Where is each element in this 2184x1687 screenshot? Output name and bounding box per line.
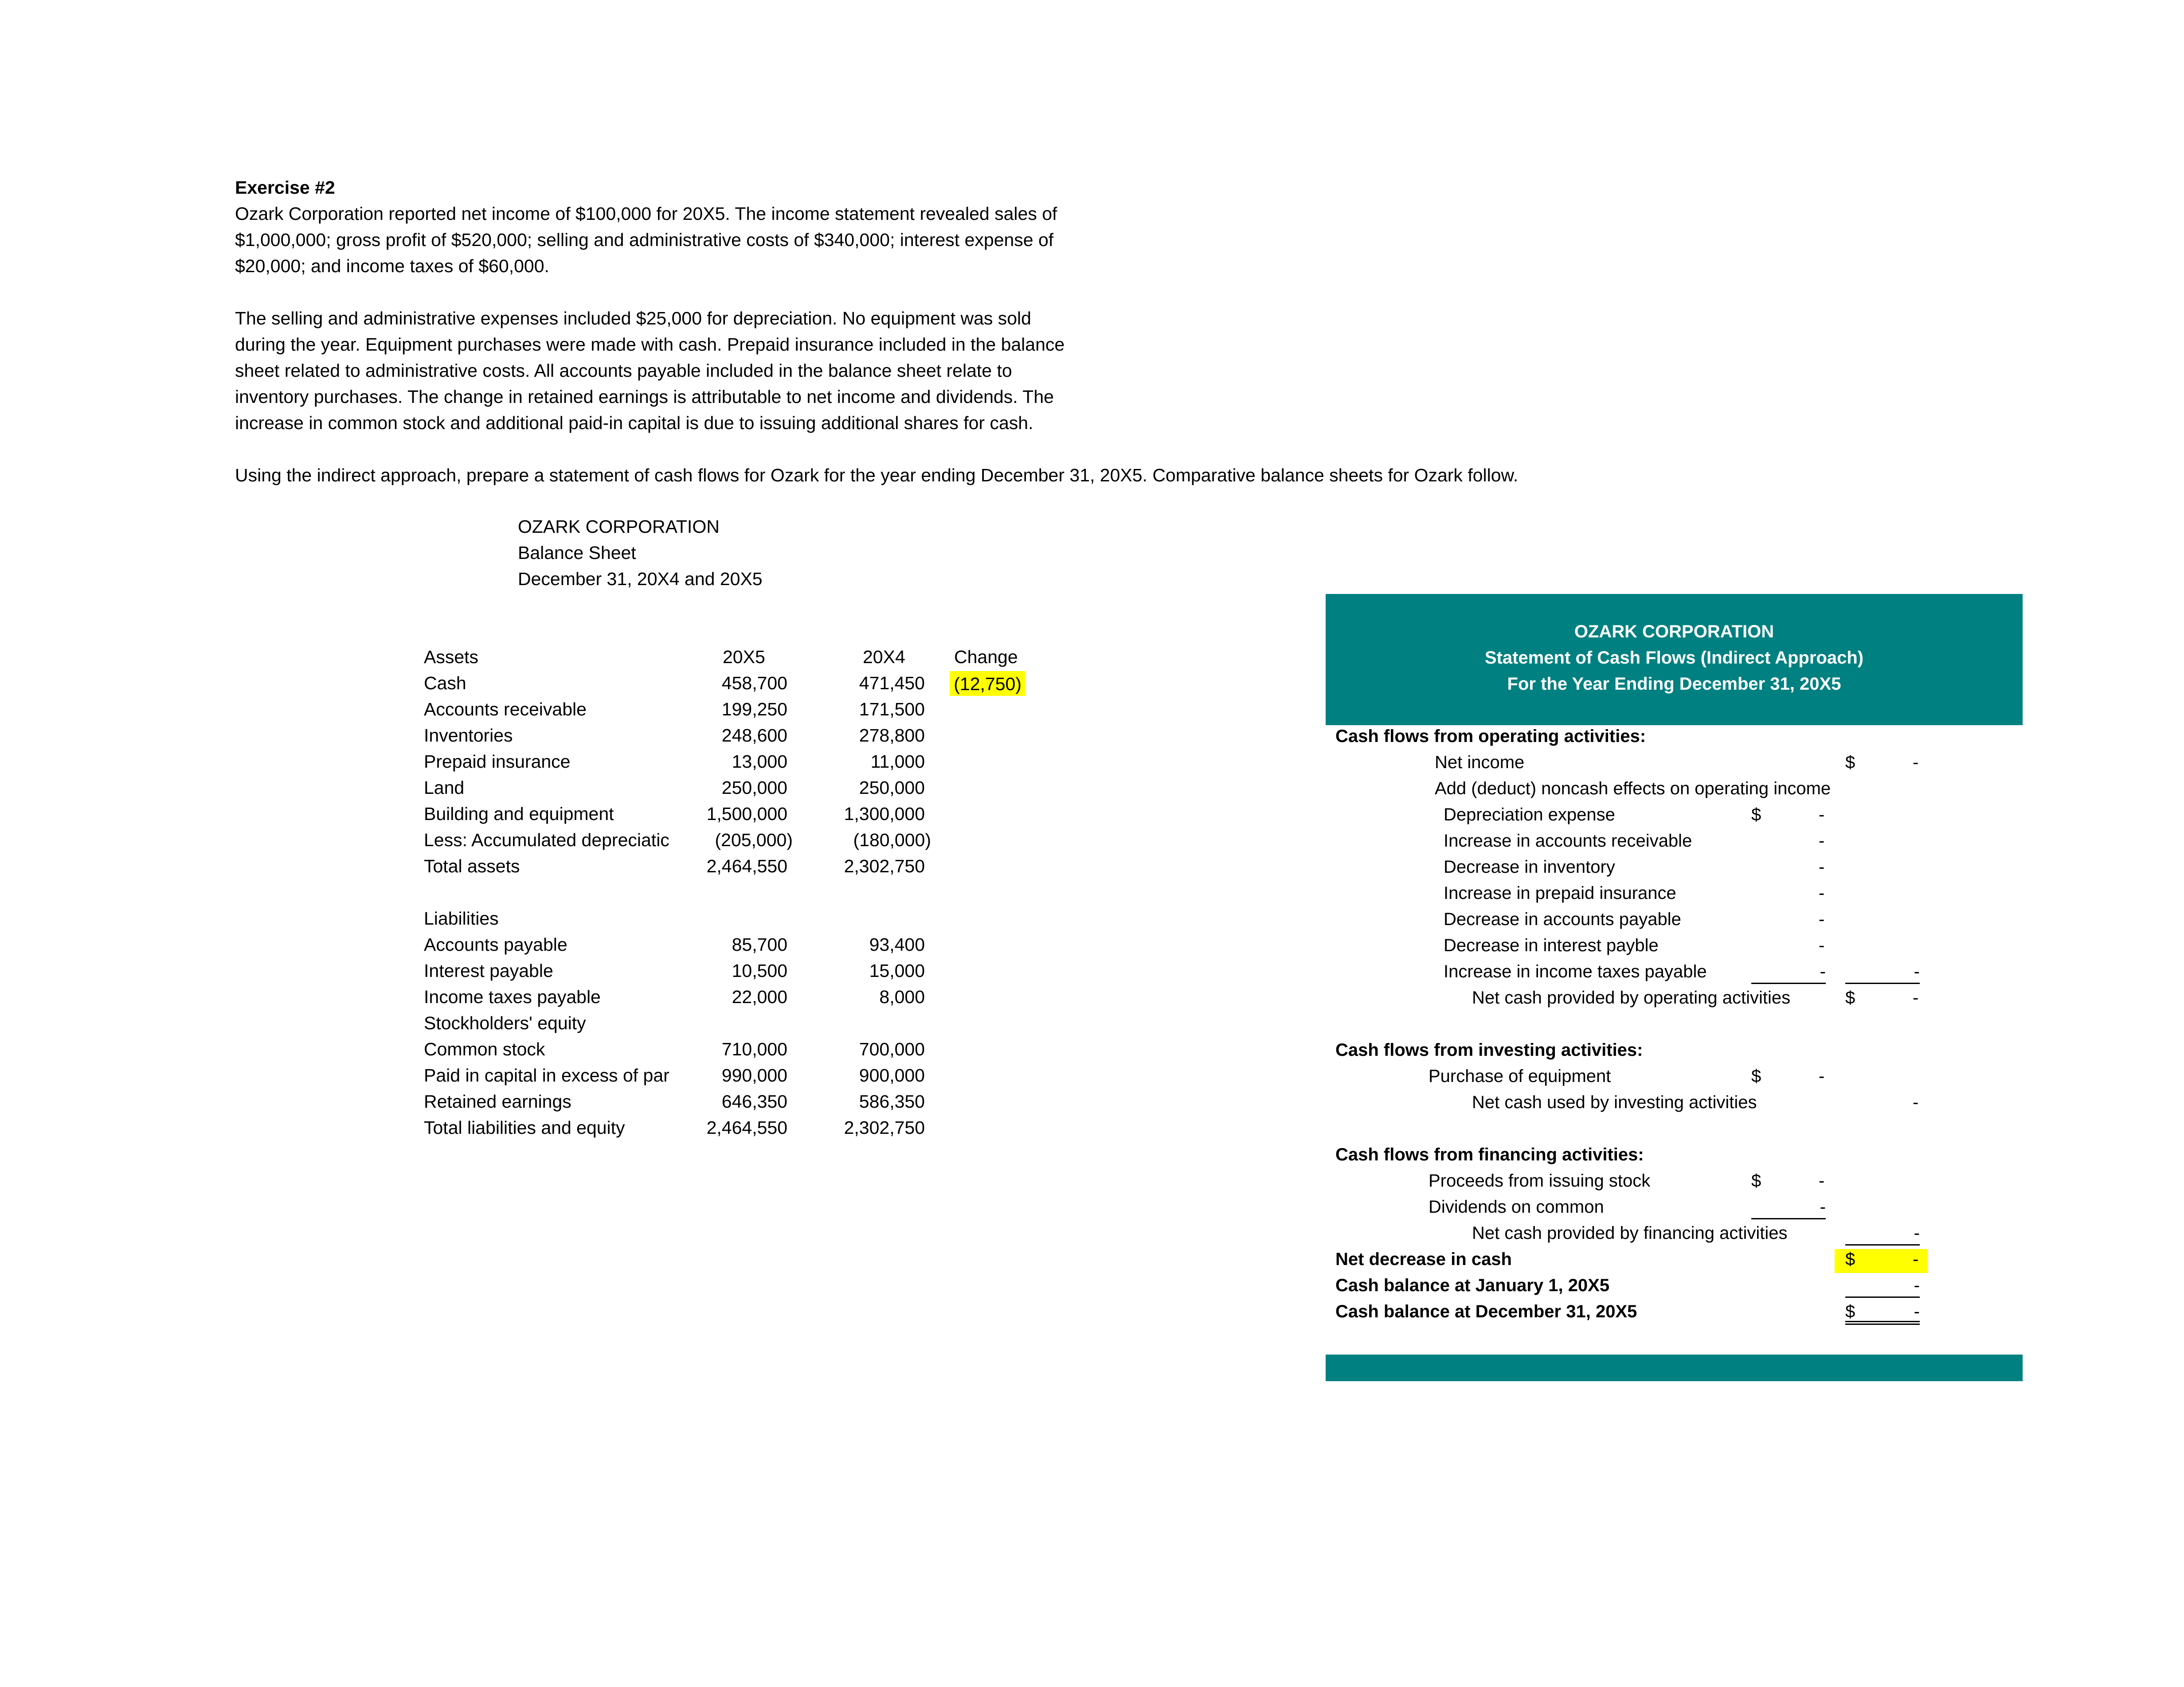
amount-dash: -	[1751, 959, 1826, 984]
table-row	[424, 1036, 1133, 1062]
end-balance-label: Cash balance at December 31, 20X5	[1335, 1302, 1637, 1321]
value-20x5: 990,000	[721, 1065, 787, 1086]
value-20x5: 250,000	[721, 777, 787, 798]
value-20x5: 248,600	[721, 725, 787, 746]
exercise-line: The selling and administrative expenses included $25,000 for depreciation. No equipment was sold	[235, 308, 1031, 328]
value-20x4: 8,000	[879, 987, 925, 1007]
investing-total-label: Net cash used by investing activities	[1472, 1093, 1757, 1112]
value-20x4: 586,350	[859, 1091, 925, 1112]
investing-item: Purchase of equipment	[1429, 1066, 1611, 1086]
cash-flow-banner	[1326, 594, 2023, 725]
amount-dash: -	[1819, 910, 1825, 929]
value-20x5: 458,700	[721, 673, 787, 693]
value-20x4: 278,800	[859, 725, 925, 746]
exercise-title: Exercise #2	[235, 177, 335, 198]
adjustment-item: Increase in accounts receivable	[1444, 831, 1692, 851]
value-20x5: 2,464,550	[706, 856, 787, 876]
table-row	[424, 722, 1133, 749]
adjustment-item: Increase in income taxes payable	[1444, 962, 1707, 981]
table-row	[424, 801, 1133, 827]
amount-dash: -	[1845, 1273, 1920, 1298]
financing-item: Proceeds from issuing stock	[1429, 1171, 1651, 1191]
column-header-change: Change	[954, 647, 1018, 667]
table-row	[424, 1115, 1133, 1141]
value-20x4: 15,000	[869, 961, 925, 981]
amount-dash: -	[1819, 1066, 1825, 1086]
financing-item: Dividends on common	[1429, 1197, 1604, 1217]
column-header-label: Assets	[424, 647, 479, 667]
amount-dash: -	[1913, 753, 1919, 772]
row-label: Building and equipment	[424, 804, 614, 824]
amount-dash: -	[1819, 1171, 1825, 1191]
amount-dash: -	[1819, 883, 1825, 903]
cash-flow-title: Statement of Cash Flows (Indirect Approach)	[1484, 648, 1864, 668]
amount-dash: -	[1819, 831, 1825, 851]
value-20x5: 10,500	[732, 961, 787, 981]
end-balance-amount	[1845, 1299, 1920, 1325]
adjustment-item: Depreciation expense	[1444, 805, 1615, 824]
row-label: Land	[424, 777, 465, 798]
value-20x5: (205,000)	[715, 830, 793, 850]
value-20x4: 700,000	[859, 1039, 925, 1059]
dollar-sign: $	[1751, 805, 1761, 824]
row-label: Total liabilities and equity	[424, 1117, 625, 1138]
exercise-line: during the year. Equipment purchases were made with cash. Prepaid insurance included in the balance	[235, 334, 1065, 355]
adjustment-item: Decrease in inventory	[1444, 857, 1615, 877]
net-income-label: Net income	[1435, 753, 1525, 772]
table-row	[424, 1089, 1133, 1115]
column-header-20x4: 20X4	[863, 647, 905, 667]
adjustment-item: Decrease in interest payble	[1444, 936, 1659, 955]
row-label: Accounts payable	[424, 934, 568, 955]
row-label: Accounts receivable	[424, 699, 587, 719]
dollar-sign: $	[1845, 1302, 1855, 1321]
table-row	[424, 984, 1133, 1010]
value-20x4: 2,302,750	[844, 1117, 925, 1138]
value-20x4: 471,450	[859, 673, 925, 693]
table-row	[424, 958, 1133, 984]
row-label: Less: Accumulated depreciatic	[424, 830, 669, 850]
table-row	[424, 670, 1133, 696]
value-20x5: 22,000	[732, 987, 787, 1007]
amount-dash: -	[1845, 1220, 1920, 1246]
value-20x5: 710,000	[721, 1039, 787, 1059]
row-label: Interest payable	[424, 961, 553, 981]
value-20x5: 646,350	[721, 1091, 787, 1112]
value-20x4: 250,000	[859, 777, 925, 798]
value-20x4: 900,000	[859, 1065, 925, 1086]
dollar-sign: $	[1751, 1066, 1761, 1086]
cash-flow-company: OZARK CORPORATION	[1574, 622, 1774, 641]
row-label: Prepaid insurance	[424, 751, 571, 772]
dollar-sign: $	[1751, 1171, 1761, 1191]
dollar-sign: $	[1845, 988, 1855, 1008]
table-row	[424, 1062, 1133, 1089]
exercise-line: Ozark Corporation reported net income of $100,000 for 20X5. The income statement revealed sales of	[235, 203, 1057, 224]
adjustment-item: Decrease in accounts payable	[1444, 910, 1681, 929]
value-20x4: 11,000	[870, 751, 925, 772]
exercise-line: Using the indirect approach, prepare a statement of cash flows for Ozark for the year ending December 31, 20X5. Comparative balance sheets for Ozark follow.	[235, 465, 1519, 485]
row-label: Common stock	[424, 1039, 545, 1059]
row-label: Income taxes payable	[424, 987, 601, 1007]
exercise-line: increase in common stock and additional paid-in capital is due to issuing additional shares for cash.	[235, 413, 1033, 433]
table-row	[424, 827, 1133, 853]
financing-total-label: Net cash provided by financing activities	[1472, 1223, 1788, 1243]
investing-heading: Cash flows from investing activities:	[1335, 1040, 1643, 1060]
value-20x4: 93,400	[869, 934, 925, 955]
net-change-label: Net decrease in cash	[1335, 1250, 1512, 1269]
value-20x4: 171,500	[859, 699, 925, 719]
table-row	[424, 853, 1133, 879]
change-cash-highlight: (12,750)	[950, 671, 1025, 696]
amount-dash: -	[1751, 1194, 1826, 1219]
amount-dash: -	[1914, 1302, 1920, 1321]
dollar-sign: $	[1845, 1250, 1855, 1269]
row-label: Total assets	[424, 856, 520, 876]
exercise-line: $20,000; and income taxes of $60,000.	[235, 256, 549, 276]
amount-dash: -	[1845, 959, 1920, 984]
amount-dash: -	[1819, 936, 1825, 955]
amount-dash: -	[1819, 857, 1825, 877]
table-row	[424, 932, 1133, 958]
exercise-line: sheet related to administrative costs. All accounts payable included in the balance sheet relate to	[235, 360, 1012, 381]
value-20x5: 85,700	[732, 934, 787, 955]
operating-total-label: Net cash provided by operating activities	[1472, 988, 1791, 1008]
balance-sheet-company: OZARK CORPORATION	[518, 516, 720, 537]
table-header-row	[424, 644, 1133, 670]
value-20x5: 1,500,000	[706, 804, 787, 824]
amount-dash: -	[1913, 988, 1919, 1008]
adjustment-item: Increase in prepaid insurance	[1444, 883, 1676, 903]
cash-flow-period: For the Year Ending December 31, 20X5	[1507, 674, 1841, 694]
value-20x4: 2,302,750	[844, 856, 925, 876]
value-20x4: 1,300,000	[844, 804, 925, 824]
cash-flow-footer-bar	[1326, 1355, 2023, 1381]
amount-dash: -	[1913, 1250, 1919, 1269]
dollar-sign: $	[1845, 753, 1855, 772]
table-row	[424, 749, 1133, 775]
operating-heading: Cash flows from operating activities:	[1335, 726, 1646, 746]
value-20x5: 2,464,550	[706, 1117, 787, 1138]
row-label: Paid in capital in excess of par	[424, 1065, 669, 1086]
table-row	[424, 775, 1133, 801]
exercise-line: $1,000,000; gross profit of $520,000; selling and administrative costs of $340,000; interest expense of	[235, 230, 1054, 250]
row-label: Inventories	[424, 725, 513, 746]
exercise-line: inventory purchases. The change in retained earnings is attributable to net income and dividends. The	[235, 387, 1054, 407]
value-20x4: (180,000)	[853, 830, 931, 850]
balance-sheet-table	[424, 644, 1133, 1141]
financing-heading: Cash flows from financing activities:	[1335, 1145, 1644, 1164]
adjustments-heading: Add (deduct) noncash effects on operating income	[1435, 779, 1831, 798]
balance-sheet-header	[518, 514, 763, 592]
balance-sheet-title: Balance Sheet	[518, 543, 636, 563]
row-label: Retained earnings	[424, 1091, 571, 1112]
liabilities-heading: Liabilities	[424, 908, 499, 929]
column-header-20x5: 20X5	[723, 647, 765, 667]
balance-sheet-date: December 31, 20X4 and 20X5	[518, 569, 763, 589]
equity-heading: Stockholders' equity	[424, 1013, 586, 1033]
section-row	[424, 1010, 1133, 1036]
value-20x5: 13,000	[732, 751, 787, 772]
value-20x5: 199,250	[721, 699, 787, 719]
begin-balance-label: Cash balance at January 1, 20X5	[1335, 1276, 1610, 1295]
amount-dash: -	[1819, 805, 1825, 824]
section-row	[424, 906, 1133, 932]
table-row	[424, 696, 1133, 722]
row-label: Cash	[424, 673, 466, 693]
amount-dash: -	[1913, 1093, 1919, 1112]
exercise-text	[235, 175, 1519, 488]
